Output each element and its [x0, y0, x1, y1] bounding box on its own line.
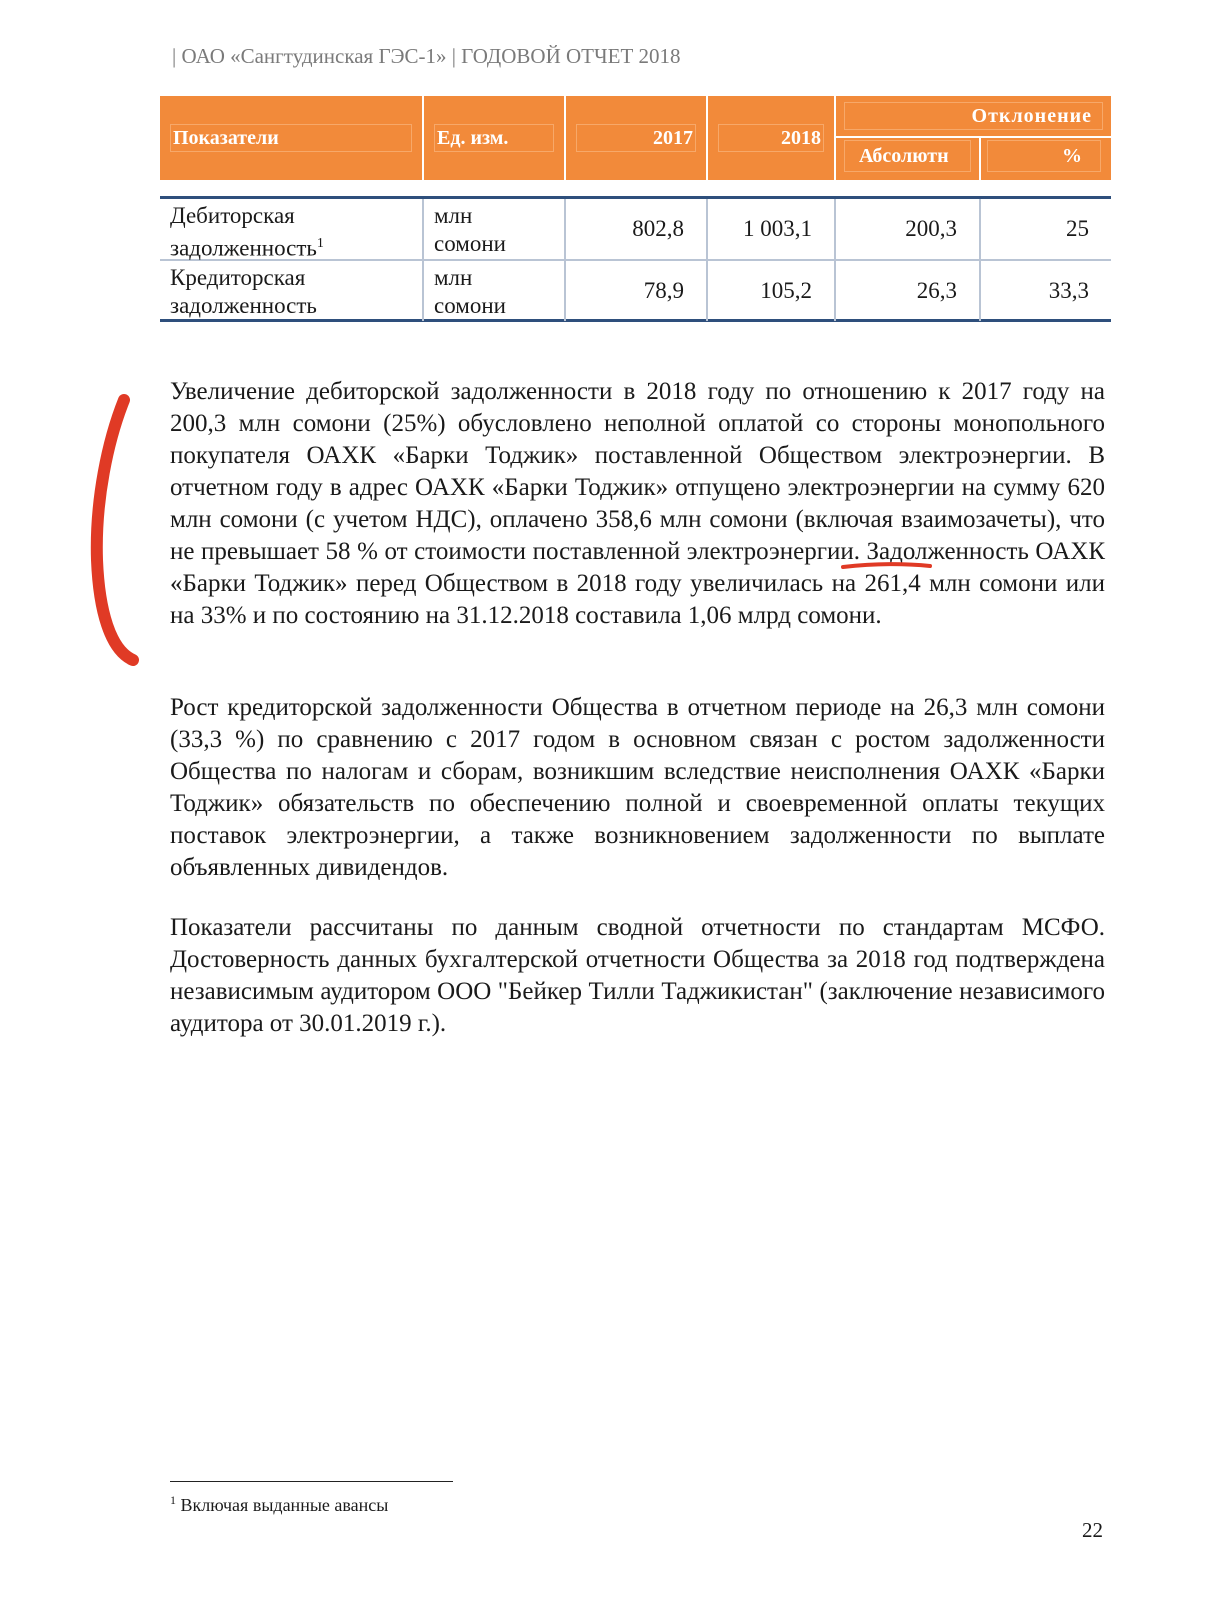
header-2018 — [708, 96, 836, 180]
row-unit-line1: млн — [434, 203, 473, 228]
row-pct-value: 33,3 — [1048, 278, 1089, 303]
row-pct — [981, 261, 1111, 321]
header-indicator-label: Показатели — [170, 124, 412, 152]
header-2018-label: 2018 — [718, 124, 824, 152]
row-indicator — [160, 199, 424, 259]
footnote-text: Включая выданные авансы — [180, 1495, 389, 1515]
row-2017-value: 802,8 — [632, 216, 684, 241]
header-deviation-label: Отклонение — [844, 102, 1103, 130]
row-unit-line2: сомони — [434, 231, 506, 256]
table-header-row — [160, 96, 1111, 180]
row-unit — [424, 261, 566, 321]
paragraph-payables: Рост кредиторской задолженности Общества в отчетном периоде на 26,3 млн сомони (33,3 %) по сравнению с 2017 годом в основном связан с ростом задолженности Общества по налогам и сборам, возникшим вследствие неисполнения ОАХК «Барки Тоджик» обязательств по обеспечению полной и своевременной оплаты текущих поставок электроэнергии, а также возникновением задолженности по выплате объявленных дивидендов. — [170, 694, 1105, 881]
row-pct-value: 25 — [1066, 216, 1089, 241]
row-name-line2: задолженность — [170, 293, 317, 318]
row-abs-value: 26,3 — [916, 278, 957, 303]
header-unit — [424, 96, 566, 180]
paragraph-receivables: Увеличение дебиторской задолженности в 2018 году по отношению к 2017 году на 200,3 млн сомони (25%) обусловлено неполной оплатой со стороны монопольного покупателя ОАХК «Барки Тоджик» поставленной Обществом электроэнергии. В отчетном году в адрес ОАХК «Барки Тоджик» отпущено электроэнергии на сумму 620 млн сомони (с учетом НДС), оплачено 358,6 млн сомони (включая взаимозачеты), что не превышает 58 % от стоимости поставленной электроэнергии. Задолженность ОАХК «Барки Тоджик» перед Обществом в 2018 году увеличилась на 261,4 млн сомони или на 33% и по состоянию на 31.12.2018 составила 1,06 млрд сомони. — [170, 378, 1105, 629]
row-abs-value: 200,3 — [905, 216, 957, 241]
row-unit — [424, 199, 566, 259]
row-2018-value: 1 003,1 — [743, 216, 812, 241]
receivables-payables-table — [160, 96, 1111, 322]
row-2018 — [708, 261, 836, 321]
row-name-line2: задолженность — [170, 235, 317, 261]
row-name-line1: Дебиторская — [170, 203, 295, 228]
row-indicator — [160, 261, 424, 321]
header-absolute-label: Абсолютн — [844, 140, 971, 172]
row-unit-line1: млн — [434, 265, 473, 290]
red-bracket-mark — [97, 400, 133, 660]
header-deviation — [836, 96, 1111, 180]
row-2017-value: 78,9 — [643, 278, 684, 303]
paragraph-ifrs: Показатели рассчитаны по данным сводной отчетности по стандартам МСФО. Достоверность данных бухгалтерской отчетности Общества за 2018 год подтверждена независимым аудитором ООО "Бейкер Тилли Таджикистан" (заключение независимого аудитора от 30.01.2019 г.). — [170, 914, 1105, 1037]
footnote-ref: 1 — [316, 236, 324, 251]
page-number: 22 — [1082, 1518, 1103, 1542]
row-2018-value: 105,2 — [760, 278, 812, 303]
row-name-line1: Кредиторская — [170, 265, 306, 290]
row-2017 — [566, 199, 708, 259]
table-row — [160, 261, 1111, 321]
footnote — [170, 1493, 388, 1516]
header-2017 — [566, 96, 708, 180]
page-header: | ОАО «Сангтудинская ГЭС-1» | ГОДОВОЙ ОТЧЕТ 2018 — [172, 44, 681, 68]
header-percent-label: % — [987, 140, 1101, 172]
header-2017-label: 2017 — [576, 124, 696, 152]
header-indicator — [160, 96, 424, 180]
row-abs — [836, 199, 981, 259]
table-row — [160, 199, 1111, 261]
footnote-divider — [170, 1481, 453, 1482]
row-2018 — [708, 199, 836, 259]
footnote-number: 1 — [170, 1493, 176, 1507]
row-pct — [981, 199, 1111, 259]
header-unit-label: Ед. изм. — [434, 124, 554, 152]
row-2017 — [566, 261, 708, 321]
row-abs — [836, 261, 981, 321]
row-unit-line2: сомони — [434, 293, 506, 318]
